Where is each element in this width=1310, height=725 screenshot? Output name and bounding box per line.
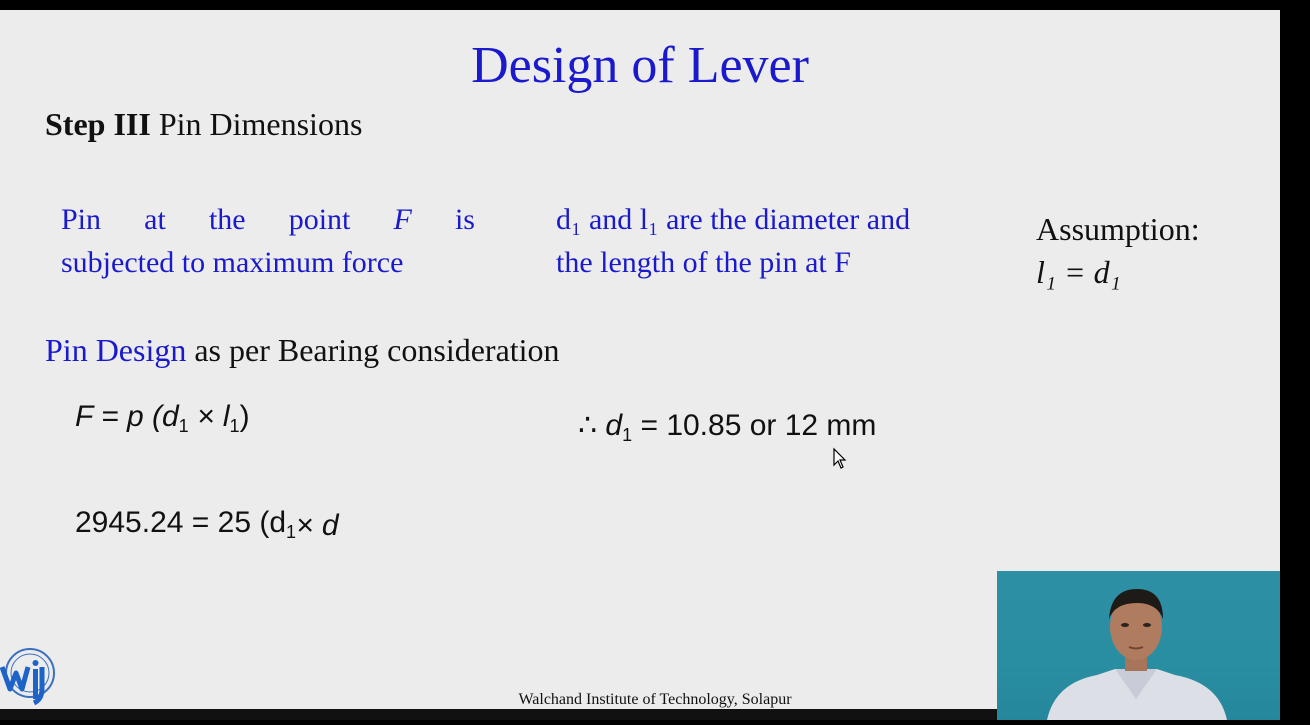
word: point — [288, 203, 351, 236]
subscript: 1 — [286, 522, 297, 542]
pin-description — [61, 198, 475, 284]
formula-part: × d — [296, 509, 339, 542]
dimension-description-line2: the length of the pin at F — [556, 246, 851, 279]
slide-title: Design of Lever — [471, 37, 809, 94]
subscript: 1 — [229, 416, 240, 436]
pin-description-line1 — [61, 198, 475, 241]
formula-part: F = p (d — [75, 400, 179, 433]
formula-part: 2945.24 = 25 (d — [75, 506, 287, 539]
subscript: 1 — [178, 416, 189, 436]
bearing-formula — [75, 400, 250, 437]
step-heading — [45, 106, 362, 143]
formula-cropped-part — [296, 509, 339, 543]
pin-design-label: Pin Design — [45, 332, 187, 368]
formula-part: = 10.85 or 12 mm — [632, 409, 877, 442]
step-label: Pin Dimensions — [150, 106, 363, 142]
mouse-pointer-icon — [833, 448, 849, 470]
formula-part: ) — [239, 400, 250, 433]
substitution-formula — [75, 506, 339, 543]
step-number: Step III — [45, 106, 151, 142]
formula-part: × l — [188, 400, 230, 433]
pin-description-line2: subjected to maximum force — [61, 246, 404, 279]
word — [394, 198, 412, 241]
presenter-webcam — [997, 571, 1280, 720]
formula-part: ∴ d — [578, 409, 623, 442]
variable-f: F — [393, 203, 412, 236]
subscript: 1 — [622, 425, 633, 445]
word: Pin — [61, 203, 102, 236]
assumption-label: Assumption: — [1036, 211, 1200, 247]
assumption-equation: l₁ = d₁ — [1036, 254, 1121, 290]
pin-design-heading — [45, 332, 560, 369]
assumption — [1036, 208, 1200, 294]
word: the — [208, 203, 246, 236]
dimension-description-line1: d₁ and l₁ are the diameter and — [556, 203, 911, 236]
footer-institution: Walchand Institute of Technology, Solapur — [518, 691, 792, 708]
word: is — [454, 203, 475, 236]
dimension-description — [556, 198, 996, 284]
word: at — [144, 203, 166, 236]
pin-design-rest: as per Bearing consideration — [186, 332, 560, 368]
result-formula — [578, 408, 876, 446]
